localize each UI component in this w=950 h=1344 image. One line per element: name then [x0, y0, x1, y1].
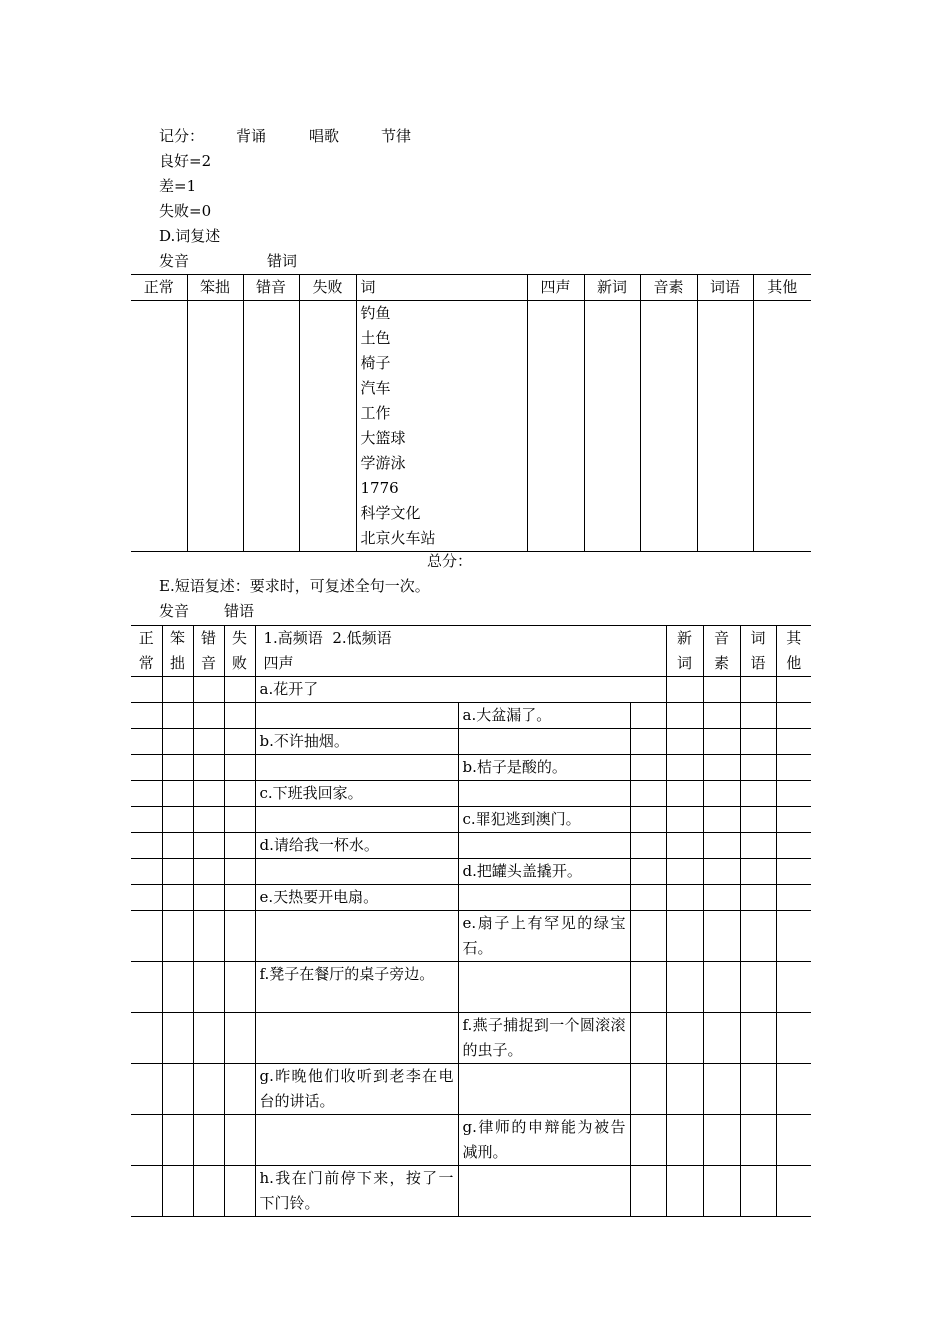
- high-freq-sentence: [255, 703, 458, 729]
- cell-wrong-sound[interactable]: [193, 703, 224, 729]
- cell-phoneme[interactable]: [703, 1166, 740, 1217]
- cell-clumsy[interactable]: [162, 729, 193, 755]
- cell-normal[interactable]: [131, 1064, 162, 1115]
- table-row: [131, 859, 811, 885]
- cell-fail[interactable]: [224, 703, 255, 729]
- cell-other[interactable]: [776, 1166, 811, 1217]
- table-row: [131, 1013, 811, 1064]
- list-item: 科学文化: [360, 504, 421, 522]
- cell-new-word[interactable]: [666, 703, 703, 729]
- list-item: 钓鱼: [360, 304, 391, 322]
- cell-clumsy[interactable]: [162, 755, 193, 781]
- cell-new-word[interactable]: [584, 301, 640, 552]
- word-repetition-table: [131, 274, 811, 552]
- cell-phoneme[interactable]: [703, 833, 740, 859]
- table-row: [131, 729, 811, 755]
- cell-clumsy[interactable]: [162, 911, 193, 962]
- col-new-word: 新词: [666, 626, 703, 677]
- col-fail: 失败: [299, 275, 356, 301]
- table-row: [131, 703, 811, 729]
- cell-tone[interactable]: [527, 301, 584, 552]
- scoring-header: [159, 124, 411, 149]
- high-freq-sentence: [255, 859, 458, 885]
- cell-fail[interactable]: [224, 859, 255, 885]
- cell-fail[interactable]: [224, 911, 255, 962]
- scoring-good: 良好=2: [159, 152, 212, 170]
- cell-fail[interactable]: [224, 807, 255, 833]
- cell-phoneme[interactable]: [703, 755, 740, 781]
- cell-wrong-sound[interactable]: [193, 962, 224, 1013]
- cell-clumsy[interactable]: [162, 1115, 193, 1166]
- cell-phoneme[interactable]: [703, 1115, 740, 1166]
- list-item: 学游泳: [360, 454, 406, 472]
- cell-normal[interactable]: [131, 729, 162, 755]
- cell-phoneme[interactable]: [703, 729, 740, 755]
- table-row: [131, 962, 811, 1013]
- cell-new-word[interactable]: [666, 781, 703, 807]
- cell-other[interactable]: [776, 962, 811, 1013]
- cell-normal[interactable]: [131, 885, 162, 911]
- cell-word-error[interactable]: [740, 781, 776, 807]
- cell-normal[interactable]: [131, 1115, 162, 1166]
- cell-normal[interactable]: [131, 301, 187, 552]
- low-freq-sentence: c.罪犯逃到澳门。: [458, 807, 630, 833]
- cell-clumsy[interactable]: [162, 962, 193, 1013]
- cell-fail[interactable]: [224, 833, 255, 859]
- cell-new-word[interactable]: [666, 962, 703, 1013]
- table-row: [131, 911, 811, 962]
- low-freq-sentence: [458, 781, 630, 807]
- col-clumsy: 笨拙: [187, 275, 243, 301]
- cell-fail[interactable]: [224, 1115, 255, 1166]
- cell-tone[interactable]: [630, 755, 666, 781]
- cell-fail[interactable]: [224, 677, 255, 703]
- cell-clumsy[interactable]: [162, 781, 193, 807]
- cell-fail[interactable]: [224, 962, 255, 1013]
- cell-fail[interactable]: [224, 755, 255, 781]
- table-row: [131, 677, 811, 703]
- list-item: 土色: [360, 329, 391, 347]
- cell-wrong-sound[interactable]: [193, 1064, 224, 1115]
- low-freq-sentence: e.扇子上有罕见的绿宝石。: [458, 911, 630, 962]
- high-freq-sentence: d.请给我一杯水。: [255, 833, 458, 859]
- word-list: [356, 301, 527, 552]
- cell-new-word[interactable]: [666, 859, 703, 885]
- cell-word-error[interactable]: [740, 885, 776, 911]
- high-freq-sentence: g.昨晚他们收听到老李在电台的讲话。: [255, 1064, 458, 1115]
- section-d-legend: [159, 249, 297, 274]
- low-freq-sentence: [458, 885, 630, 911]
- cell-word-error[interactable]: [740, 677, 776, 703]
- scoring-poor: 差=1: [159, 177, 197, 195]
- cell-wrong-sound[interactable]: [243, 301, 299, 552]
- cell-clumsy[interactable]: [162, 703, 193, 729]
- cell-word-error[interactable]: [740, 962, 776, 1013]
- pron-label: 发音: [159, 252, 190, 270]
- cell-other[interactable]: [776, 833, 811, 859]
- table-row: [131, 807, 811, 833]
- cell-phoneme[interactable]: [703, 885, 740, 911]
- section-e-title: E.短语复述：要求时，可复述全句一次。: [159, 577, 430, 595]
- cell-fail[interactable]: [224, 781, 255, 807]
- cell-word-error[interactable]: [740, 1166, 776, 1217]
- table-row: [131, 1115, 811, 1166]
- cell-other[interactable]: [753, 301, 811, 552]
- scoring-label: 记分：: [159, 127, 205, 145]
- pron-label: 发音: [159, 602, 190, 620]
- cell-clumsy[interactable]: [162, 1166, 193, 1217]
- cell-tone[interactable]: [630, 1166, 666, 1217]
- phrase-repetition-table: [131, 625, 811, 1217]
- cell-normal[interactable]: [131, 859, 162, 885]
- cell-tone[interactable]: [630, 729, 666, 755]
- table-row: [131, 781, 811, 807]
- cell-new-word[interactable]: [666, 1064, 703, 1115]
- cell-phoneme[interactable]: [703, 859, 740, 885]
- table-header-row: [131, 626, 811, 677]
- cell-clumsy[interactable]: [162, 885, 193, 911]
- cell-word-error[interactable]: [740, 833, 776, 859]
- cell-normal[interactable]: [131, 1013, 162, 1064]
- low-freq-sentence: [458, 962, 630, 1013]
- cell-normal[interactable]: [131, 1166, 162, 1217]
- cell-wrong-sound[interactable]: [193, 1013, 224, 1064]
- section-d-title: D.词复述: [159, 227, 221, 245]
- cell-new-word[interactable]: [666, 677, 703, 703]
- cell-word-error[interactable]: [740, 755, 776, 781]
- high-freq-sentence: [255, 1115, 458, 1166]
- cell-tone[interactable]: [630, 703, 666, 729]
- cell-phoneme[interactable]: [703, 781, 740, 807]
- cell-normal[interactable]: [131, 962, 162, 1013]
- cell-other[interactable]: [776, 1013, 811, 1064]
- cell-normal[interactable]: [131, 677, 162, 703]
- sentence-header-line2: 四声: [263, 654, 294, 672]
- cell-word-error[interactable]: [740, 1064, 776, 1115]
- cell-tone[interactable]: [630, 1064, 666, 1115]
- cell-normal[interactable]: [131, 911, 162, 962]
- high-freq-sentence: f.凳子在餐厅的桌子旁边。: [255, 962, 458, 1013]
- err-label: 错语: [224, 602, 255, 620]
- low-freq-sentence: d.把罐头盖撬开。: [458, 859, 630, 885]
- cell-fail[interactable]: [224, 885, 255, 911]
- cell-clumsy[interactable]: [162, 1064, 193, 1115]
- cell-other[interactable]: [776, 1115, 811, 1166]
- cell-other[interactable]: [776, 755, 811, 781]
- cell-other[interactable]: [776, 729, 811, 755]
- col-wrong-sound: 错音: [243, 275, 299, 301]
- col-fail: 失败: [224, 626, 255, 677]
- cell-new-word[interactable]: [666, 885, 703, 911]
- cell-wrong-sound[interactable]: [193, 1115, 224, 1166]
- table-row: [131, 833, 811, 859]
- high-freq-sentence: h.我在门前停下来，按了一下门铃。: [255, 1166, 458, 1217]
- cell-normal[interactable]: [131, 781, 162, 807]
- col-wrong-sound: 错音: [193, 626, 224, 677]
- cell-fail[interactable]: [224, 1013, 255, 1064]
- cell-wrong-sound[interactable]: [193, 885, 224, 911]
- col-tone: 四声: [527, 275, 584, 301]
- col-word-error: 词语: [697, 275, 753, 301]
- low-freq-sentence: [458, 1064, 630, 1115]
- high-freq-sentence: [255, 911, 458, 962]
- cell-new-word[interactable]: [666, 1013, 703, 1064]
- cell-wrong-sound[interactable]: [193, 755, 224, 781]
- err-label: 错词: [267, 252, 298, 270]
- cell-other[interactable]: [776, 781, 811, 807]
- cell-normal[interactable]: [131, 755, 162, 781]
- cell-tone[interactable]: [630, 807, 666, 833]
- cell-phoneme[interactable]: [703, 703, 740, 729]
- list-item: 北京火车站: [360, 529, 436, 547]
- cell-normal[interactable]: [131, 703, 162, 729]
- high-freq-sentence: b.不许抽烟。: [255, 729, 458, 755]
- cell-tone[interactable]: [630, 911, 666, 962]
- col-normal: 正常: [131, 626, 162, 677]
- cell-clumsy[interactable]: [187, 301, 243, 552]
- cell-word-error[interactable]: [740, 1013, 776, 1064]
- high-freq-sentence: [255, 807, 458, 833]
- col-phoneme: 音素: [703, 626, 740, 677]
- low-freq-sentence: [458, 833, 630, 859]
- section-d-total: 总分：: [427, 552, 473, 570]
- low-freq-sentence: b.桔子是酸的。: [458, 755, 630, 781]
- cell-phoneme[interactable]: [703, 1064, 740, 1115]
- scoring-fail: 失败=0: [159, 202, 212, 220]
- cell-word-error[interactable]: [697, 301, 753, 552]
- table-row: [131, 301, 811, 552]
- high-freq-sentence: [255, 755, 458, 781]
- cell-phoneme[interactable]: [640, 301, 697, 552]
- cell-clumsy[interactable]: [162, 1013, 193, 1064]
- cell-clumsy[interactable]: [162, 677, 193, 703]
- cell-other[interactable]: [776, 703, 811, 729]
- cell-word-error[interactable]: [740, 1115, 776, 1166]
- cell-tone[interactable]: [630, 859, 666, 885]
- cell-fail[interactable]: [224, 729, 255, 755]
- low-freq-sentence: f.燕子捕捉到一个圆滚滚的虫子。: [458, 1013, 630, 1064]
- cell-phoneme[interactable]: [703, 911, 740, 962]
- cell-new-word[interactable]: [666, 729, 703, 755]
- cell-wrong-sound[interactable]: [193, 807, 224, 833]
- cell-phoneme[interactable]: [703, 1013, 740, 1064]
- cell-word-error[interactable]: [740, 703, 776, 729]
- col-clumsy: 笨拙: [162, 626, 193, 677]
- col-normal: 正常: [131, 275, 187, 301]
- cell-other[interactable]: [776, 807, 811, 833]
- list-item: 工作: [360, 404, 391, 422]
- cell-normal[interactable]: [131, 833, 162, 859]
- col-other: 其他: [776, 626, 811, 677]
- col-sentence: [255, 626, 666, 677]
- col-word: 词: [356, 275, 527, 301]
- scoring-col-rhythm: 节律: [381, 127, 412, 145]
- list-item: 大篮球: [360, 429, 406, 447]
- section-e-legend: [159, 599, 254, 624]
- low-freq-sentence: [458, 729, 630, 755]
- cell-other[interactable]: [776, 911, 811, 962]
- cell-tone[interactable]: [630, 1115, 666, 1166]
- cell-fail[interactable]: [299, 301, 356, 552]
- high-freq-sentence: a.花开了: [255, 677, 666, 703]
- list-item: 1776: [360, 479, 399, 497]
- high-freq-sentence: c.下班我回家。: [255, 781, 458, 807]
- col-new-word: 新词: [584, 275, 640, 301]
- cell-other[interactable]: [776, 859, 811, 885]
- col-word-error: 词语: [740, 626, 776, 677]
- col-phoneme: 音素: [640, 275, 697, 301]
- cell-wrong-sound[interactable]: [193, 911, 224, 962]
- low-freq-sentence: g.律师的申辩能为被告减刑。: [458, 1115, 630, 1166]
- high-freq-sentence: [255, 1013, 458, 1064]
- cell-new-word[interactable]: [666, 911, 703, 962]
- cell-new-word[interactable]: [666, 1115, 703, 1166]
- cell-new-word[interactable]: [666, 833, 703, 859]
- cell-clumsy[interactable]: [162, 807, 193, 833]
- high-freq-sentence: e.天热要开电扇。: [255, 885, 458, 911]
- cell-clumsy[interactable]: [162, 859, 193, 885]
- cell-tone[interactable]: [630, 885, 666, 911]
- cell-wrong-sound[interactable]: [193, 781, 224, 807]
- cell-word-error[interactable]: [740, 729, 776, 755]
- cell-tone[interactable]: [630, 833, 666, 859]
- table-row: [131, 885, 811, 911]
- cell-other[interactable]: [776, 677, 811, 703]
- cell-clumsy[interactable]: [162, 833, 193, 859]
- cell-new-word[interactable]: [666, 807, 703, 833]
- cell-wrong-sound[interactable]: [193, 1166, 224, 1217]
- col-other: 其他: [753, 275, 811, 301]
- cell-wrong-sound[interactable]: [193, 859, 224, 885]
- scoring-col-recite: 背诵: [236, 127, 267, 145]
- cell-fail[interactable]: [224, 1166, 255, 1217]
- cell-normal[interactable]: [131, 807, 162, 833]
- table-row: [131, 1166, 811, 1217]
- cell-other[interactable]: [776, 1064, 811, 1115]
- table-row: [131, 1064, 811, 1115]
- cell-other[interactable]: [776, 885, 811, 911]
- cell-phoneme[interactable]: [703, 807, 740, 833]
- cell-wrong-sound[interactable]: [193, 677, 224, 703]
- cell-phoneme[interactable]: [703, 962, 740, 1013]
- table-row: [131, 755, 811, 781]
- scoring-col-sing: 唱歌: [309, 127, 340, 145]
- cell-word-error[interactable]: [740, 859, 776, 885]
- cell-tone[interactable]: [630, 962, 666, 1013]
- cell-tone[interactable]: [630, 781, 666, 807]
- cell-tone[interactable]: [630, 1013, 666, 1064]
- cell-new-word[interactable]: [666, 1166, 703, 1217]
- cell-new-word[interactable]: [666, 755, 703, 781]
- table-header-row: [131, 275, 811, 301]
- cell-word-error[interactable]: [740, 807, 776, 833]
- cell-fail[interactable]: [224, 1064, 255, 1115]
- cell-word-error[interactable]: [740, 911, 776, 962]
- cell-phoneme[interactable]: [703, 677, 740, 703]
- list-item: 椅子: [360, 354, 391, 372]
- low-freq-sentence: a.大盆漏了。: [458, 703, 630, 729]
- list-item: 汽车: [360, 379, 391, 397]
- cell-wrong-sound[interactable]: [193, 833, 224, 859]
- sentence-header-line1: 1.高频语 2.低频语: [263, 629, 392, 647]
- cell-wrong-sound[interactable]: [193, 729, 224, 755]
- low-freq-sentence: [458, 1166, 630, 1217]
